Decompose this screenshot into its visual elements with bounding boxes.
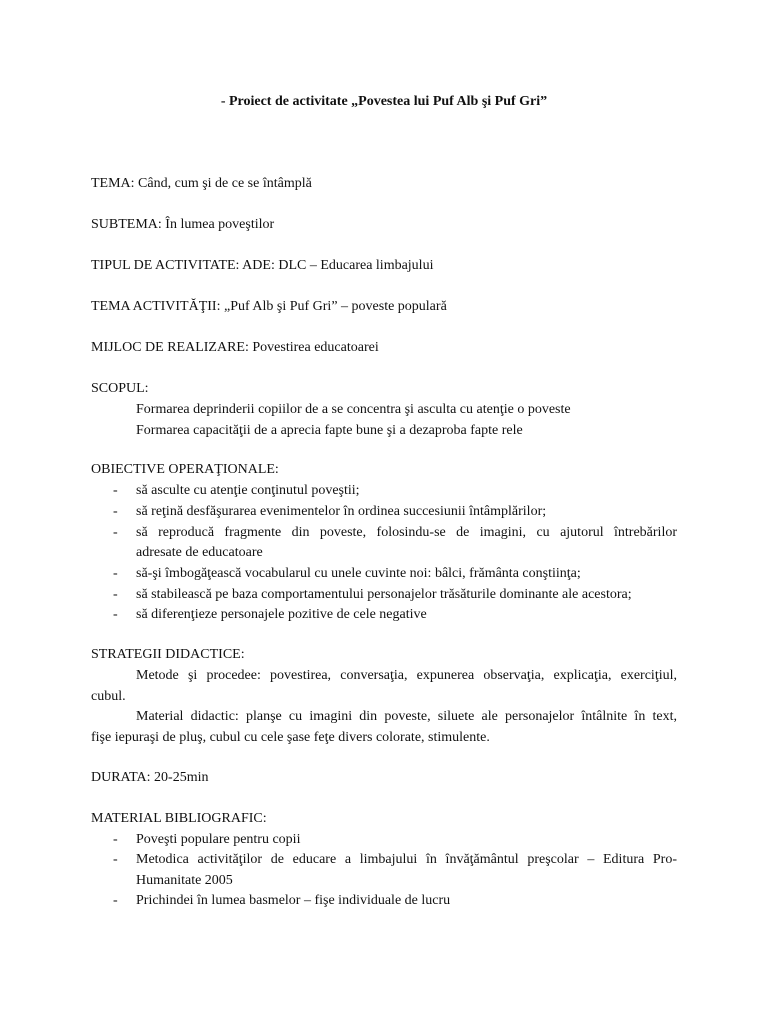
obiective-item: să diferenţieze personajele pozitive de cele negative (136, 607, 427, 622)
scopul-item: Formarea deprinderii copiilor de a se concentra şi asculta cu atenţie o poveste (136, 402, 571, 417)
scopul-item: Formarea capacităţii de a aprecia fapte bune şi a dezaproba fapte rele (136, 423, 523, 438)
bibliografie-item-continuation: Humanitate 2005 (136, 873, 233, 888)
obiective-heading: OBIECTIVE OPERAŢIONALE: (91, 462, 279, 477)
strategii-material-continuation: fişe iepuraşi de pluş, cubul cu cele şase feţe divers colorate, stimulente. (91, 730, 490, 745)
list-bullet: - (113, 832, 118, 847)
obiective-item-continuation: adresate de educatoare (136, 545, 263, 560)
obiective-item: să reproducă fragmente din poveste, folosindu-se de imagini, cu ajutorul întrebărilor (136, 525, 677, 540)
list-bullet: - (113, 504, 118, 519)
list-bullet: - (113, 525, 118, 540)
list-bullet: - (113, 483, 118, 498)
strategii-material: Material didactic: planşe cu imagini din poveste, siluete ale personajelor întâlnite în text, (136, 709, 677, 724)
mijloc-realizare-line: MIJLOC DE REALIZARE: Povestirea educatoarei (91, 340, 379, 355)
bibliografie-heading: MATERIAL BIBLIOGRAFIC: (91, 811, 267, 826)
document-title: - Proiect de activitate „Povestea lui Puf Alb şi Puf Gri” (220, 94, 548, 109)
list-bullet: - (113, 893, 118, 908)
durata-line: DURATA: 20-25min (91, 770, 209, 785)
subtema-line: SUBTEMA: În lumea poveştilor (91, 217, 275, 232)
tema-line: TEMA: Când, cum şi de ce se întâmplă (91, 176, 312, 191)
tema-activitatii-line: TEMA ACTIVITĂŢII: „Puf Alb şi Puf Gri” – poveste populară (91, 299, 447, 314)
tipul-activitate-line: TIPUL DE ACTIVITATE: ADE: DLC – Educarea limbajului (91, 258, 434, 273)
strategii-metode: Metode şi procedee: povestirea, conversaţia, expunerea observaţia, explicaţia, exerciţiul, (136, 668, 677, 683)
list-bullet: - (113, 587, 118, 602)
list-bullet: - (113, 607, 118, 622)
obiective-item: să reţină desfăşurarea evenimentelor în ordinea succesiunii întâmplărilor; (136, 504, 547, 519)
list-bullet: - (113, 566, 118, 581)
strategii-metode-continuation: cubul. (91, 689, 126, 704)
obiective-item: să stabilească pe baza comportamentului personajelor trăsăturile dominante ale acestora; (136, 587, 632, 602)
bibliografie-item: Poveşti populare pentru copii (136, 832, 301, 847)
list-bullet: - (113, 852, 118, 867)
obiective-item: să-şi îmbogăţească vocabularul cu unele cuvinte noi: bâlci, frământa conştiinţa; (136, 566, 581, 581)
bibliografie-item: Prichindei în lumea basmelor – fişe individuale de lucru (136, 893, 451, 908)
strategii-heading: STRATEGII DIDACTICE: (91, 647, 245, 662)
obiective-item: să asculte cu atenţie conţinutul poveştii; (136, 483, 360, 498)
scopul-heading: SCOPUL: (91, 381, 149, 396)
bibliografie-item: Metodica activităţilor de educare a limbajului în învăţământul preşcolar – Editura Pro- (136, 852, 677, 867)
